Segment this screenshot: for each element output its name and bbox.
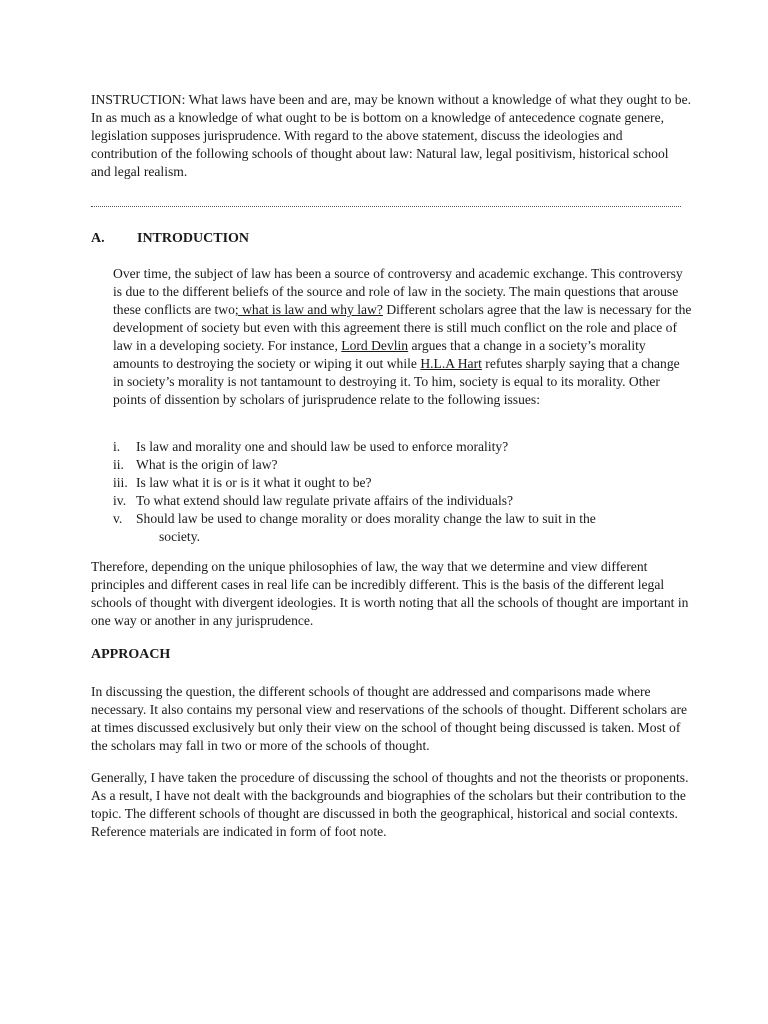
list-item-text: To what extend should law regulate private affairs of the individuals?: [136, 493, 514, 508]
list-number: iv.: [113, 493, 127, 508]
list-item: [113, 510, 673, 546]
approach-paragraph-2: Generally, I have taken the procedure of discussing the school of thoughts and not the theorists or proponents. As a result, I have not dealt with the backgrounds and biographies of the scholars but their contribution to the topic. The different schools of thought are discussed in both the geographical, historical and social contexts. Reference materials are indicated in form of foot note.: [91, 770, 689, 839]
intro-text-1: Over time, the subject of law has been a source of controversy and academic exchange. This controversy is due to the different beliefs of the source and role of law in the society. The main questions that arouse these conflicts are two: [113, 266, 683, 317]
approach-heading: APPROACH: [91, 647, 171, 662]
list-item-text: Is law what it is or is it what it ought to be?: [136, 475, 372, 490]
list-number: i.: [113, 439, 121, 454]
therefore-paragraph: Therefore, depending on the unique philosophies of law, the way that we determine and view different principles and different cases in real life can be incredibly different. This is the basis of the different legal schools of thought with divergent ideologies. It is worth noting that all the schools of thought are important in one way or another in any jurisprudence.: [91, 559, 689, 628]
list-number: v.: [113, 511, 123, 526]
section-title: INTRODUCTION: [137, 231, 250, 246]
issues-list: [113, 438, 673, 546]
list-item: [113, 474, 673, 492]
list-item-text: What is the origin of law?: [136, 457, 278, 472]
intro-text-3: argues that a change in a society’s morality amounts to destroying the society or wiping it out while: [113, 338, 646, 371]
list-number: ii.: [113, 457, 124, 472]
section-number: A.: [91, 231, 105, 246]
introduction-heading: [91, 230, 249, 248]
underlined-questions: ; what is law and why law?: [234, 302, 383, 317]
approach-paragraph-1: In discussing the question, the different schools of thought are addressed and comparisons made where necessary. It also contains my personal view and reservations of the schools of thought. Different scholars are at times discussed exclusively but only their view on the school of thought being discussed is taken. Most of the scholars may fall in two or more of the schools of thought.: [91, 684, 688, 753]
instruction-paragraph: INSTRUCTION: What laws have been and are, may be known without a knowledge of what they ought to be. In as much as a knowledge of what ought to be is bottom on a knowledge of antecedence cognate genere, legislation supposes jurisprudence. With regard to the above statement, discuss the ideologies and contribution of the following schools of thought about law: Natural law, legal positivism, historical school and legal realism.: [91, 92, 691, 179]
list-item: [113, 438, 673, 456]
underlined-hla-hart: H.L.A Hart: [420, 356, 482, 371]
list-item: [113, 456, 673, 474]
underlined-lord-devlin: Lord Devlin: [341, 338, 409, 353]
intro-text-4: refutes sharply saying that a change in society’s morality is not tantamount to destroying it. To him, society is equal to its morality. Other points of dissention by scholars of jurisprudence relate to the following issues:: [113, 356, 680, 407]
list-item: [113, 492, 673, 510]
introduction-paragraph: [113, 265, 693, 409]
list-item-text: Should law be used to change morality or does morality change the law to suit in the: [136, 511, 596, 526]
intro-text-2: Different scholars agree that the law is necessary for the development of society but even with this agreement there is still much conflict on the role and place of law in a developing society. For instance,: [113, 302, 692, 353]
list-number: iii.: [113, 475, 128, 490]
list-item-text: Is law and morality one and should law be used to enforce morality?: [136, 439, 509, 454]
list-item-continuation: society.: [159, 529, 201, 544]
dotted-separator: [91, 196, 681, 207]
